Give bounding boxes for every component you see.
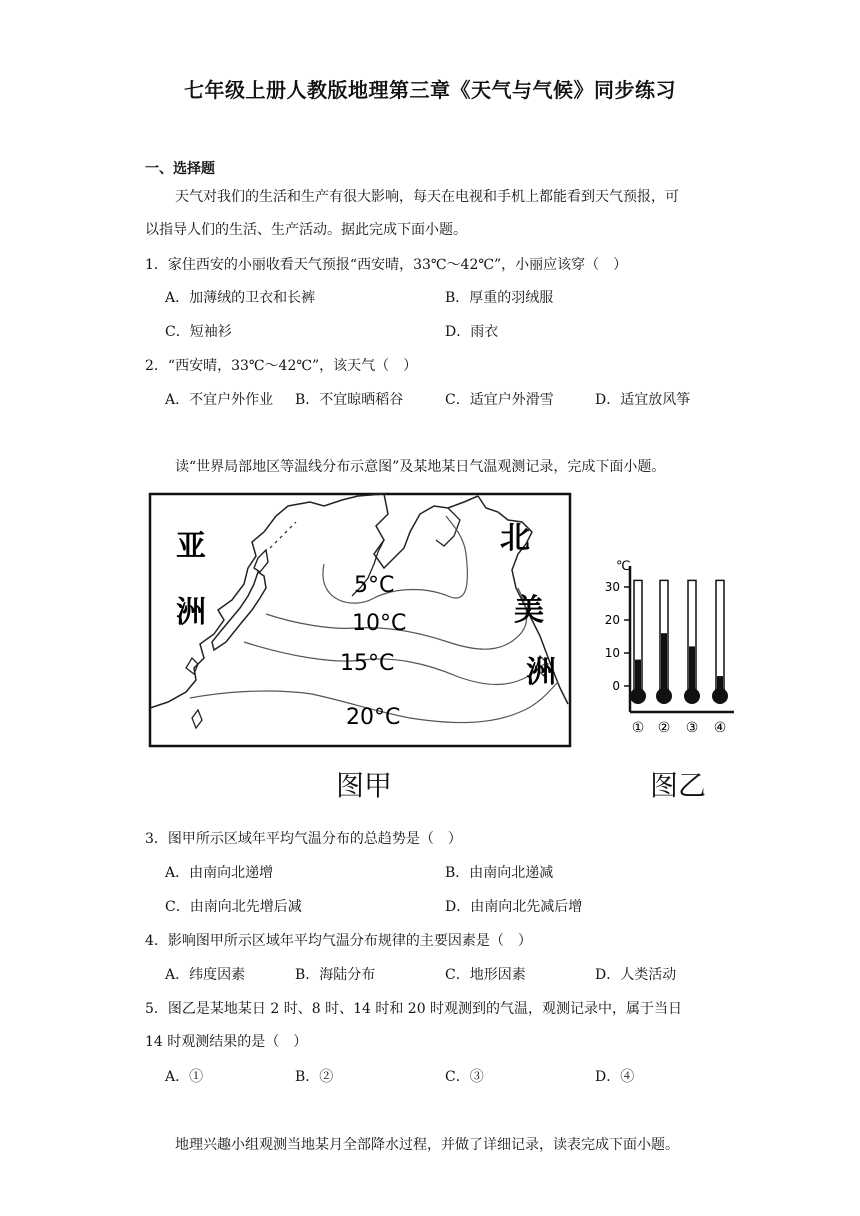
question-4-stem: 4．影响图甲所示区域年平均气温分布规律的主要因素是（ ） <box>145 933 532 949</box>
question-5-stem: 5．图乙是某地某日 2 时、8 时、14 时和 20 时观测到的气温，观测记录中，属于当日 <box>145 1001 683 1017</box>
intro-paragraph-line: 以指导人们的生活、生产活动。据此完成下面小题。 <box>145 222 467 238</box>
q3-option-c: C．由南向北先增后减 <box>165 899 302 915</box>
axis-tick-label: 0 <box>612 679 620 693</box>
thermometer-label: ② <box>657 720 671 736</box>
question-5-stem-cont: 14 时观测结果的是（ ） <box>145 1034 308 1050</box>
thermometer-bulb <box>630 688 646 704</box>
isotherm-label: 5°C <box>354 573 395 598</box>
q3-option-a: A．由南向北递增 <box>165 865 274 881</box>
isotherm-label: 10°C <box>352 611 407 636</box>
q2-option-b: B．不宜晾晒稻谷 <box>295 392 404 408</box>
q5-option-b: B．② <box>295 1069 334 1085</box>
page-title: 七年级上册人教版地理第三章《天气与气候》同步练习 <box>184 78 676 102</box>
thermometer-bulb <box>656 688 672 704</box>
figure-b-caption: 图乙 <box>650 769 707 802</box>
isotherm-label: 15°C <box>340 651 395 676</box>
q5-option-d: D．④ <box>595 1069 635 1085</box>
q2-option-a: A．不宜户外作业 <box>165 392 274 408</box>
q1-option-c: C．短袖衫 <box>165 324 232 340</box>
map-region-label: 美 <box>514 593 544 628</box>
axis-tick-label: 30 <box>604 580 620 594</box>
q3-option-d: D．由南向北先减后增 <box>445 899 583 915</box>
thermometer-label: ④ <box>713 720 727 736</box>
map-region-label: 北 <box>500 521 530 556</box>
table-intro: 地理兴趣小组观测当地某月全部降水过程，并做了详细记录，读表完成下面小题。 <box>175 1137 679 1153</box>
q3-option-b: B．由南向北递减 <box>445 865 554 881</box>
q2-option-d: D．适宜放风筝 <box>595 392 691 408</box>
axis-tick-label: 20 <box>604 613 620 627</box>
q5-option-c: C．③ <box>445 1069 484 1085</box>
isotherm-label: 20°C <box>346 705 401 730</box>
q1-option-d: D．雨衣 <box>445 324 499 340</box>
isotherm-map <box>148 492 574 750</box>
q4-option-c: C．地形因素 <box>445 967 526 983</box>
map-region-label: 洲 <box>526 655 556 690</box>
q5-option-a: A．① <box>165 1069 204 1085</box>
q4-option-d: D．人类活动 <box>595 967 677 983</box>
thermometer-bulb <box>684 688 700 704</box>
q2-option-c: C．适宜户外滑雪 <box>445 392 554 408</box>
axis-tick-label: 10 <box>604 646 620 660</box>
figure-intro: 读“世界局部地区等温线分布示意图”及某地某日气温观测记录，完成下面小题。 <box>175 459 666 475</box>
thermometer-label: ③ <box>685 720 699 736</box>
thermometer-figure <box>600 550 740 740</box>
temperature-unit: ℃ <box>616 559 631 574</box>
intro-paragraph-line: 天气对我们的生活和生产有很大影响，每天在电视和手机上都能看到天气预报，可 <box>175 189 679 205</box>
map-region-label: 洲 <box>176 595 206 630</box>
section-heading: 一、选择题 <box>145 161 215 177</box>
question-3-stem: 3．图甲所示区域年平均气温分布的总趋势是（ ） <box>145 831 462 847</box>
map-region-label: 亚 <box>176 529 206 564</box>
q1-option-b: B．厚重的羽绒服 <box>445 290 554 306</box>
thermometer-label: ① <box>631 720 645 736</box>
q4-option-a: A．纬度因素 <box>165 967 246 983</box>
question-1-stem: 1．家住西安的小丽收看天气预报“西安晴，33℃～42℃”，小丽应该穿（ ） <box>145 257 628 273</box>
figure-a-caption: 图甲 <box>336 769 393 802</box>
thermometer-bulb <box>712 688 728 704</box>
q1-option-a: A．加薄绒的卫衣和长裤 <box>165 290 316 306</box>
question-2-stem: 2．“西安晴，33℃～42℃”，该天气（ ） <box>145 358 418 374</box>
q4-option-b: B．海陆分布 <box>295 967 376 983</box>
